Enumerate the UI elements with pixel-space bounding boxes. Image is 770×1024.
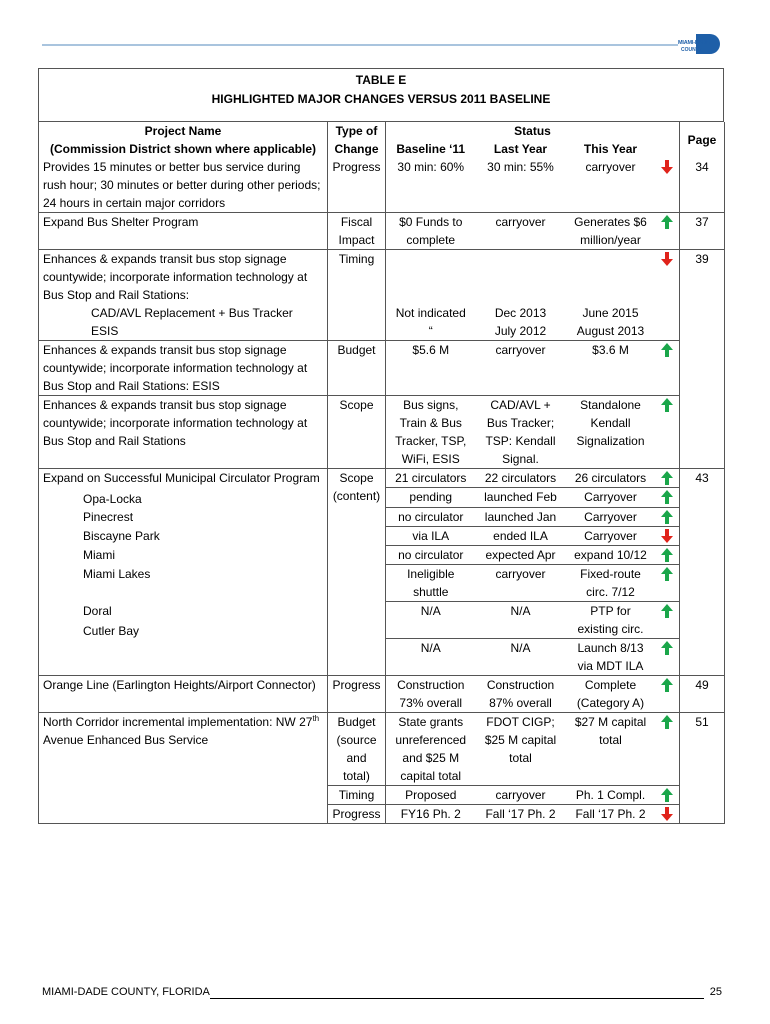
footer-text: MIAMI-DADE COUNTY, FLORIDA [42,986,210,998]
last-year-cell: 22 circulators [484,471,557,485]
table-row [39,341,725,396]
county-logo [678,32,724,56]
header-last-year: Last Year [493,142,548,156]
table-row [39,250,725,341]
baseline-cell: no circulator [386,546,476,565]
arrow-up-icon [661,641,673,655]
this-year-cell: $3.6 M [592,343,629,357]
project-subitem: CAD/AVL Replacement + Bus Tracker [91,306,293,320]
arrow-up-icon [661,715,673,729]
trend-arrow-cell [656,341,680,396]
this-year-line: August 2013 [576,324,645,338]
header-baseline: Baseline ‘11 [396,142,466,156]
arrow-up-icon [661,567,673,581]
header-this-year: This Year [583,142,638,156]
trend-arrow-cell [656,213,680,250]
baseline-cell: Proposed [405,788,457,802]
type-cell: Timing [328,786,386,805]
header-project-sub: (Commission District shown where applicable) [49,142,317,156]
header-page: Page [680,122,725,158]
project-cell: Enhances & expands transit bus stop signage countywide; incorporate information technology at Bus Stop and Rail Stations [39,396,328,469]
this-year-cell: Carryover [566,488,656,508]
logo-text-line2: COUNTY [681,47,703,53]
trend-arrow-cell [656,488,680,508]
arrow-up-icon [661,604,673,618]
trend-arrow-cell [656,639,680,676]
project-cell [39,713,328,824]
type-cell: Fiscal Impact [328,213,386,250]
this-year-cell: 26 circulators [574,471,647,485]
baseline-cell: N/A [386,602,476,639]
baseline-line: Not indicated [395,306,466,320]
last-year-cell: expected Apr [476,546,566,565]
last-year-cell: launched Feb [476,488,566,508]
last-year-cell: CAD/AVL + Bus Tracker; TSP: Kendall Signal. [485,398,556,466]
last-year-cell: ended ILA [476,527,566,546]
last-year-cell: carryover [495,215,546,229]
arrow-down-icon [661,160,673,174]
baseline-cell: State grants unreferenced and $25 M capital total [395,715,467,783]
arrow-up-icon [661,215,673,229]
table-row [39,158,725,213]
trend-arrow-cell [656,250,680,341]
baseline-cell: $0 Funds to complete [399,215,463,247]
this-year-cell: Standalone Kendall Signalization [576,398,645,448]
project-text: Enhances & expands transit bus stop signage countywide; incorporate information technology at Bus Stop and Rail Stations: [43,252,308,302]
trend-arrow-cell [656,508,680,527]
page-cell: 51 [680,713,725,824]
arrow-up-icon [661,398,673,412]
project-superscript: th [312,714,320,723]
changes-table [38,122,725,824]
header-type-line1: Type of [335,124,378,138]
baseline-cell: no circulator [386,508,476,527]
last-year-line: July 2012 [494,324,547,338]
project-cell [39,250,328,341]
project-cell: Enhances & expands transit bus stop signage countywide; incorporate information technology at Bus Stop and Rail Stations: ESIS [39,341,328,396]
header-project-name [39,122,328,158]
last-year-cell: N/A [476,602,566,639]
last-year-cell [476,250,566,341]
baseline-cell: pending [386,488,476,508]
project-text: Avenue Enhanced Bus Service [43,733,209,747]
baseline-cell: N/A [386,639,476,676]
trend-arrow-cell [656,396,680,469]
last-year-cell: N/A [476,639,566,676]
last-year-cell: carryover [476,565,566,602]
arrow-up-icon [661,490,673,504]
trend-arrow-cell [656,805,680,824]
header-rule [42,44,678,46]
project-cell: Orange Line (Earlington Heights/Airport Connector) [39,676,328,713]
this-year-cell: Complete (Category A) [576,678,645,710]
baseline-line: “ [428,324,433,338]
municipality-name: Cutler Bay [83,623,140,638]
baseline-cell: Bus signs, Train & Bus Tracker, TSP, WiFi, ESIS [395,398,467,466]
arrow-down-icon [661,529,673,543]
last-year-cell: Construction 87% overall [486,678,555,710]
type-cell: Scope [328,396,386,469]
municipality-cell: Miami Lakes [39,565,328,602]
table-row [39,676,725,713]
this-year-cell: Launch 8/13 via MDT ILA [566,639,656,676]
baseline-cell: via ILA [386,527,476,546]
table-row [39,469,725,488]
project-cell: Expand Bus Shelter Program [39,213,328,250]
table-title-line1: TABLE E [355,73,407,87]
this-year-cell: PTP for existing circ. [566,602,656,639]
municipality-cell: Miami [39,546,328,565]
project-subitem: ESIS [91,324,119,338]
municipality-cell: Opa-Locka [39,488,328,508]
type-cell: Budget (source and total) [328,713,386,786]
type-cell: Timing [328,250,386,341]
arrow-up-icon [661,471,673,485]
last-year-line: Dec 2013 [494,306,547,320]
project-text: North Corridor incremental implementation: NW 27 [43,715,313,729]
arrow-up-icon [661,548,673,562]
page-cell: 43 [680,469,725,676]
this-year-cell: Fall ‘17 Ph. 2 [566,805,656,824]
type-cell: Progress [328,158,386,213]
page-cell: 49 [680,676,725,713]
arrow-up-icon [661,788,673,802]
municipality-cell: Biscayne Park [39,527,328,546]
baseline-cell: 30 min: 60% [397,160,465,174]
municipality-cell: Pinecrest [39,508,328,527]
header-project-label: Project Name [144,124,222,138]
table-row [39,713,725,786]
page-cell: 34 [680,158,725,213]
baseline-cell: Construction 73% overall [397,678,465,710]
this-year-cell: carryover [585,160,636,174]
municipality-cell: Doral [39,602,328,639]
this-year-cell: Generates $6 million/year [574,215,647,247]
page-cell: 39 [680,250,725,469]
project-cell: Expand on Successful Municipal Circulator Program [39,469,328,488]
last-year-cell: carryover [495,343,546,357]
type-cell: Scope (content) [328,469,386,676]
page-number: 25 [709,986,722,998]
this-year-cell [566,250,656,341]
page-footer [42,986,722,998]
header-row [39,122,725,140]
arrow-up-icon [661,678,673,692]
last-year-cell: Fall ‘17 Ph. 2 [476,805,566,824]
arrow-up-icon [661,343,673,357]
logo-text-line1: MIAMI-DADE [678,40,710,46]
baseline-cell: $5.6 M [412,343,450,357]
baseline-cell: 21 circulators [395,471,467,485]
footer-rule [210,998,704,999]
this-year-cell: Fixed-route circ. 7/12 [566,565,656,602]
table-title-line2: HIGHLIGHTED MAJOR CHANGES VERSUS 2011 BASELINE [211,92,551,106]
trend-arrow-cell [656,786,680,805]
municipality-cell [39,623,328,676]
trend-arrow-cell [656,546,680,565]
arrow-down-icon [661,807,673,821]
this-year-cell: expand 10/12 [566,546,656,565]
type-cell: Budget [328,341,386,396]
trend-arrow-cell [656,469,680,488]
type-cell: Progress [328,805,386,824]
page-cell: 37 [680,213,725,250]
table-row [39,396,725,469]
arrow-up-icon [661,510,673,524]
trend-arrow-cell [656,565,680,602]
trend-arrow-cell [656,713,680,786]
this-year-cell: Ph. 1 Compl. [575,788,646,802]
arrow-down-icon [661,252,673,266]
baseline-cell: Ineligible shuttle [386,565,476,602]
last-year-cell: FDOT CIGP; $25 M capital total [484,715,557,765]
this-year-cell: $27 M capital total [574,715,647,747]
table-title [38,68,724,122]
trend-arrow-cell [656,602,680,639]
this-year-line: June 2015 [582,306,639,320]
baseline-cell: FY16 Ph. 2 [386,805,476,824]
this-year-cell: Carryover [566,527,656,546]
header-status: Status [386,122,680,140]
this-year-cell: Carryover [566,508,656,527]
type-cell: Progress [328,676,386,713]
table-row [39,213,725,250]
baseline-cell [386,250,476,341]
trend-arrow-cell [656,676,680,713]
last-year-cell: 30 min: 55% [487,160,554,174]
header-type-line2: Change [334,142,379,156]
header-arrow-col [656,140,680,158]
trend-arrow-cell [656,527,680,546]
last-year-cell: launched Jan [476,508,566,527]
header-type [328,122,386,158]
last-year-cell: carryover [495,788,546,802]
project-cell: Provides 15 minutes or better bus service during rush hour; 30 minutes or better during other periods; 24 hours in certain major corridors [39,158,328,213]
trend-arrow-cell [656,158,680,213]
